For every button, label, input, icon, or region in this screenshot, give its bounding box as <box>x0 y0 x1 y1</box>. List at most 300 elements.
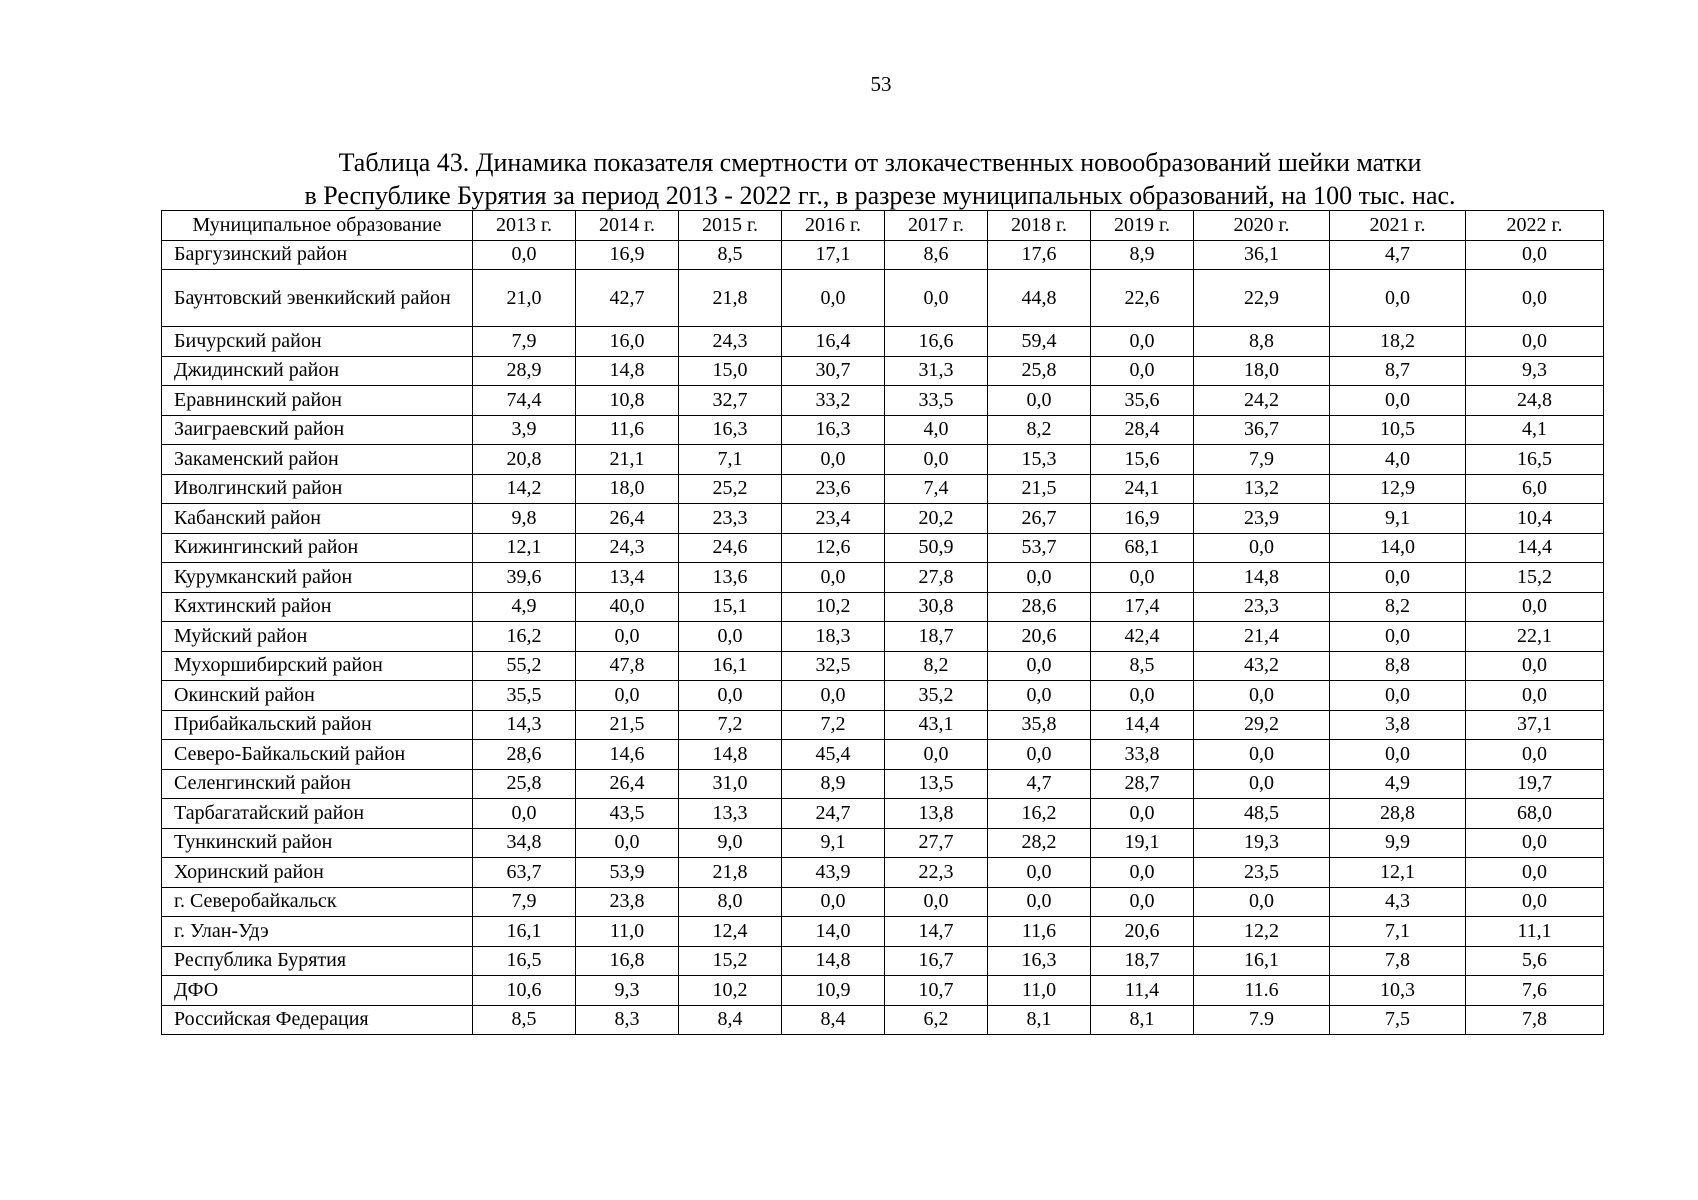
rate-value-cell: 21,8 <box>679 858 782 888</box>
rate-value-cell: 21,8 <box>679 270 782 327</box>
rate-value-cell: 20,2 <box>885 504 988 534</box>
rate-value-cell: 68,0 <box>1466 799 1604 829</box>
rate-value-cell: 19,3 <box>1194 828 1330 858</box>
rate-value-cell: 7,8 <box>1466 1005 1604 1035</box>
rate-value-cell: 39,6 <box>473 563 576 593</box>
rate-value-cell: 7,2 <box>782 710 885 740</box>
rate-value-cell: 59,4 <box>988 327 1091 357</box>
rate-value-cell: 0,0 <box>1466 240 1604 270</box>
rate-value-cell: 35,8 <box>988 710 1091 740</box>
rate-value-cell: 16,3 <box>782 415 885 445</box>
municipality-name-cell: Курумканский район <box>162 563 473 593</box>
rate-value-cell: 12,1 <box>473 533 576 563</box>
rate-value-cell: 29,2 <box>1194 710 1330 740</box>
rate-value-cell: 10,2 <box>782 592 885 622</box>
rate-value-cell: 0,0 <box>1194 887 1330 917</box>
municipality-name-cell: Кабанский район <box>162 504 473 534</box>
rate-value-cell: 11,1 <box>1466 917 1604 947</box>
municipality-name-cell: г. Улан-Удэ <box>162 917 473 947</box>
table-header-row <box>162 211 1604 241</box>
rate-value-cell: 13,8 <box>885 799 988 829</box>
rate-value-cell: 8,0 <box>679 887 782 917</box>
rate-value-cell: 63,7 <box>473 858 576 888</box>
rate-value-cell: 22,3 <box>885 858 988 888</box>
rate-value-cell: 11,0 <box>988 976 1091 1006</box>
rate-value-cell: 0,0 <box>885 740 988 770</box>
rate-value-cell: 23,6 <box>782 474 885 504</box>
rate-value-cell: 0,0 <box>1091 563 1194 593</box>
rate-value-cell: 0,0 <box>988 651 1091 681</box>
rate-value-cell: 8,8 <box>1194 327 1330 357</box>
rate-value-cell: 22,6 <box>1091 270 1194 327</box>
rate-value-cell: 19,1 <box>1091 828 1194 858</box>
column-header-year: 2016 г. <box>782 211 885 241</box>
rate-value-cell: 10,3 <box>1330 976 1466 1006</box>
rate-value-cell: 27,7 <box>885 828 988 858</box>
rate-value-cell: 11,6 <box>988 917 1091 947</box>
rate-value-cell: 4,0 <box>885 415 988 445</box>
table-row <box>162 769 1604 799</box>
rate-value-cell: 16,7 <box>885 946 988 976</box>
municipality-name-cell: Закаменский район <box>162 445 473 475</box>
rate-value-cell: 16,5 <box>1466 445 1604 475</box>
rate-value-cell: 16,4 <box>782 327 885 357</box>
rate-value-cell: 11,0 <box>576 917 679 947</box>
municipality-name-cell: Селенгинский район <box>162 769 473 799</box>
rate-value-cell: 11.6 <box>1194 976 1330 1006</box>
rate-value-cell: 3,9 <box>473 415 576 445</box>
municipality-name-cell: Иволгинский район <box>162 474 473 504</box>
column-header-year: 2014 г. <box>576 211 679 241</box>
rate-value-cell: 16,2 <box>988 799 1091 829</box>
rate-value-cell: 0,0 <box>1466 327 1604 357</box>
rate-value-cell: 8,5 <box>679 240 782 270</box>
rate-value-cell: 0,0 <box>1330 386 1466 416</box>
rate-value-cell: 6,0 <box>1466 474 1604 504</box>
rate-value-cell: 4,7 <box>1330 240 1466 270</box>
rate-value-cell: 8,2 <box>885 651 988 681</box>
rate-value-cell: 25,8 <box>988 356 1091 386</box>
rate-value-cell: 8,9 <box>782 769 885 799</box>
rate-value-cell: 10,4 <box>1466 504 1604 534</box>
rate-value-cell: 0,0 <box>988 386 1091 416</box>
rate-value-cell: 0,0 <box>988 681 1091 711</box>
municipality-name-cell: Баунтовский эвенкийский район <box>162 270 473 327</box>
rate-value-cell: 13,6 <box>679 563 782 593</box>
rate-value-cell: 24,6 <box>679 533 782 563</box>
rate-value-cell: 0,0 <box>1466 887 1604 917</box>
rate-value-cell: 0,0 <box>1330 681 1466 711</box>
rate-value-cell: 12,2 <box>1194 917 1330 947</box>
table-row <box>162 858 1604 888</box>
rate-value-cell: 24,8 <box>1466 386 1604 416</box>
rate-value-cell: 8,4 <box>679 1005 782 1035</box>
rate-value-cell: 26,7 <box>988 504 1091 534</box>
rate-value-cell: 4,9 <box>1330 769 1466 799</box>
rate-value-cell: 28,9 <box>473 356 576 386</box>
rate-value-cell: 0,0 <box>1466 592 1604 622</box>
rate-value-cell: 0,0 <box>1194 533 1330 563</box>
rate-value-cell: 0,0 <box>1194 769 1330 799</box>
rate-value-cell: 12,9 <box>1330 474 1466 504</box>
rate-value-cell: 25,2 <box>679 474 782 504</box>
rate-value-cell: 20,8 <box>473 445 576 475</box>
table-row <box>162 710 1604 740</box>
rate-value-cell: 14,4 <box>1091 710 1194 740</box>
table-row <box>162 386 1604 416</box>
rate-value-cell: 47,8 <box>576 651 679 681</box>
rate-value-cell: 0,0 <box>576 622 679 652</box>
table-row <box>162 327 1604 357</box>
municipality-name-cell: Мухоршибирский район <box>162 651 473 681</box>
rate-value-cell: 20,6 <box>1091 917 1194 947</box>
municipality-name-cell: Прибайкальский район <box>162 710 473 740</box>
rate-value-cell: 24,2 <box>1194 386 1330 416</box>
rate-value-cell: 26,4 <box>576 504 679 534</box>
rate-value-cell: 23,8 <box>576 887 679 917</box>
rate-value-cell: 31,0 <box>679 769 782 799</box>
rate-value-cell: 0,0 <box>1466 858 1604 888</box>
municipality-name-cell: Российская Федерация <box>162 1005 473 1035</box>
rate-value-cell: 0,0 <box>1330 270 1466 327</box>
column-header-year: 2015 г. <box>679 211 782 241</box>
rate-value-cell: 21,0 <box>473 270 576 327</box>
rate-value-cell: 0,0 <box>1330 740 1466 770</box>
table-row <box>162 270 1604 327</box>
rate-value-cell: 31,3 <box>885 356 988 386</box>
rate-value-cell: 12,4 <box>679 917 782 947</box>
rate-value-cell: 45,4 <box>782 740 885 770</box>
rate-value-cell: 8,9 <box>1091 240 1194 270</box>
rate-value-cell: 0,0 <box>1091 681 1194 711</box>
rate-value-cell: 18,2 <box>1330 327 1466 357</box>
municipality-name-cell: Джидинский район <box>162 356 473 386</box>
rate-value-cell: 42,4 <box>1091 622 1194 652</box>
rate-value-cell: 17,6 <box>988 240 1091 270</box>
table-row <box>162 533 1604 563</box>
rate-value-cell: 0,0 <box>1091 327 1194 357</box>
rate-value-cell: 32,7 <box>679 386 782 416</box>
rate-value-cell: 15,2 <box>1466 563 1604 593</box>
table-row <box>162 356 1604 386</box>
rate-value-cell: 8,1 <box>988 1005 1091 1035</box>
rate-value-cell: 0,0 <box>1091 799 1194 829</box>
rate-value-cell: 16,3 <box>679 415 782 445</box>
rate-value-cell: 0,0 <box>988 858 1091 888</box>
column-header-year: 2020 г. <box>1194 211 1330 241</box>
table-row <box>162 799 1604 829</box>
rate-value-cell: 0,0 <box>679 622 782 652</box>
rate-value-cell: 19,7 <box>1466 769 1604 799</box>
rate-value-cell: 7,1 <box>679 445 782 475</box>
rate-value-cell: 4,9 <box>473 592 576 622</box>
municipality-name-cell: Муйский район <box>162 622 473 652</box>
rate-value-cell: 4,7 <box>988 769 1091 799</box>
rate-value-cell: 16,5 <box>473 946 576 976</box>
rate-value-cell: 35,5 <box>473 681 576 711</box>
rate-value-cell: 5,6 <box>1466 946 1604 976</box>
table-row <box>162 740 1604 770</box>
rate-value-cell: 15,6 <box>1091 445 1194 475</box>
rate-value-cell: 0,0 <box>782 681 885 711</box>
column-header-year: 2018 г. <box>988 211 1091 241</box>
rate-value-cell: 42,7 <box>576 270 679 327</box>
rate-value-cell: 15,1 <box>679 592 782 622</box>
rate-value-cell: 0,0 <box>1091 858 1194 888</box>
rate-value-cell: 24,3 <box>576 533 679 563</box>
rate-value-cell: 28,6 <box>473 740 576 770</box>
rate-value-cell: 0,0 <box>576 828 679 858</box>
rate-value-cell: 0,0 <box>679 681 782 711</box>
rate-value-cell: 0,0 <box>782 887 885 917</box>
municipality-name-cell: Бичурский район <box>162 327 473 357</box>
rate-value-cell: 0,0 <box>1466 828 1604 858</box>
rate-value-cell: 28,4 <box>1091 415 1194 445</box>
rate-value-cell: 16,0 <box>576 327 679 357</box>
table-row <box>162 1005 1604 1035</box>
rate-value-cell: 23,9 <box>1194 504 1330 534</box>
rate-value-cell: 40,0 <box>576 592 679 622</box>
rate-value-cell: 10,2 <box>679 976 782 1006</box>
table-row <box>162 946 1604 976</box>
rate-value-cell: 9,0 <box>679 828 782 858</box>
rate-value-cell: 9,8 <box>473 504 576 534</box>
rate-value-cell: 13,2 <box>1194 474 1330 504</box>
rate-value-cell: 7,8 <box>1330 946 1466 976</box>
rate-value-cell: 14,4 <box>1466 533 1604 563</box>
table-row <box>162 563 1604 593</box>
rate-value-cell: 21,4 <box>1194 622 1330 652</box>
rate-value-cell: 0,0 <box>885 270 988 327</box>
rate-value-cell: 12,1 <box>1330 858 1466 888</box>
rate-value-cell: 14,8 <box>1194 563 1330 593</box>
rate-value-cell: 14,0 <box>782 917 885 947</box>
rate-value-cell: 44,8 <box>988 270 1091 327</box>
rate-value-cell: 16,2 <box>473 622 576 652</box>
rate-value-cell: 8,2 <box>988 415 1091 445</box>
rate-value-cell: 14,2 <box>473 474 576 504</box>
rate-value-cell: 15,3 <box>988 445 1091 475</box>
rate-value-cell: 7,9 <box>473 887 576 917</box>
table-row <box>162 651 1604 681</box>
rate-value-cell: 13,5 <box>885 769 988 799</box>
table-row <box>162 504 1604 534</box>
rate-value-cell: 23,3 <box>679 504 782 534</box>
rate-value-cell: 28,2 <box>988 828 1091 858</box>
rate-value-cell: 8,1 <box>1091 1005 1194 1035</box>
rate-value-cell: 0,0 <box>1466 270 1604 327</box>
rate-value-cell: 16,6 <box>885 327 988 357</box>
rate-value-cell: 27,8 <box>885 563 988 593</box>
rate-value-cell: 21,5 <box>576 710 679 740</box>
table-caption <box>160 146 1600 212</box>
rate-value-cell: 33,2 <box>782 386 885 416</box>
rate-value-cell: 43,1 <box>885 710 988 740</box>
rate-value-cell: 10,7 <box>885 976 988 1006</box>
rate-value-cell: 10,9 <box>782 976 885 1006</box>
rate-value-cell: 9,9 <box>1330 828 1466 858</box>
rate-value-cell: 8,6 <box>885 240 988 270</box>
table-body <box>162 240 1604 1035</box>
rate-value-cell: 16,8 <box>576 946 679 976</box>
rate-value-cell: 0,0 <box>1091 887 1194 917</box>
rate-value-cell: 50,9 <box>885 533 988 563</box>
rate-value-cell: 30,8 <box>885 592 988 622</box>
rate-value-cell: 28,8 <box>1330 799 1466 829</box>
rate-value-cell: 36,1 <box>1194 240 1330 270</box>
municipality-name-cell: Тункинский район <box>162 828 473 858</box>
rate-value-cell: 4,0 <box>1330 445 1466 475</box>
municipality-name-cell: Тарбагатайский район <box>162 799 473 829</box>
rate-value-cell: 23,5 <box>1194 858 1330 888</box>
rate-value-cell: 28,7 <box>1091 769 1194 799</box>
rate-value-cell: 37,1 <box>1466 710 1604 740</box>
rate-value-cell: 21,5 <box>988 474 1091 504</box>
municipality-name-cell: Северо-Байкальский район <box>162 740 473 770</box>
rate-value-cell: 16,1 <box>1194 946 1330 976</box>
rate-value-cell: 10,6 <box>473 976 576 1006</box>
rate-value-cell: 8,2 <box>1330 592 1466 622</box>
mortality-table <box>161 210 1604 1035</box>
rate-value-cell: 10,8 <box>576 386 679 416</box>
rate-value-cell: 15,0 <box>679 356 782 386</box>
rate-value-cell: 34,8 <box>473 828 576 858</box>
rate-value-cell: 33,8 <box>1091 740 1194 770</box>
municipality-name-cell: Хоринский район <box>162 858 473 888</box>
rate-value-cell: 0,0 <box>988 740 1091 770</box>
rate-value-cell: 14,8 <box>782 946 885 976</box>
column-header-year: 2022 г. <box>1466 211 1604 241</box>
municipality-name-cell: ДФО <box>162 976 473 1006</box>
rate-value-cell: 14,8 <box>679 740 782 770</box>
rate-value-cell: 8,8 <box>1330 651 1466 681</box>
rate-value-cell: 17,4 <box>1091 592 1194 622</box>
rate-value-cell: 43,5 <box>576 799 679 829</box>
rate-value-cell: 35,2 <box>885 681 988 711</box>
rate-value-cell: 43,9 <box>782 858 885 888</box>
rate-value-cell: 0,0 <box>782 445 885 475</box>
rate-value-cell: 7,9 <box>473 327 576 357</box>
municipality-name-cell: Кижингинский район <box>162 533 473 563</box>
rate-value-cell: 0,0 <box>988 563 1091 593</box>
rate-value-cell: 23,4 <box>782 504 885 534</box>
rate-value-cell: 11,6 <box>576 415 679 445</box>
rate-value-cell: 14,6 <box>576 740 679 770</box>
rate-value-cell: 48,5 <box>1194 799 1330 829</box>
table-row <box>162 976 1604 1006</box>
caption-line-2: в Республике Бурятия за период 2013 - 2022 гг., в разрезе муниципальных образований, на 100 тыс. нас. <box>304 181 1456 210</box>
rate-value-cell: 16,3 <box>988 946 1091 976</box>
rate-value-cell: 30,7 <box>782 356 885 386</box>
column-header-year: 2021 г. <box>1330 211 1466 241</box>
rate-value-cell: 0,0 <box>1194 681 1330 711</box>
rate-value-cell: 0,0 <box>885 887 988 917</box>
rate-value-cell: 7,5 <box>1330 1005 1466 1035</box>
rate-value-cell: 16,9 <box>576 240 679 270</box>
rate-value-cell: 22,1 <box>1466 622 1604 652</box>
municipality-name-cell: Еравнинский район <box>162 386 473 416</box>
column-header-municipality: Муниципальное образование <box>162 211 473 241</box>
municipality-name-cell: г. Северобайкальск <box>162 887 473 917</box>
rate-value-cell: 43,2 <box>1194 651 1330 681</box>
table-row <box>162 240 1604 270</box>
rate-value-cell: 16,1 <box>473 917 576 947</box>
rate-value-cell: 7,6 <box>1466 976 1604 1006</box>
table-row <box>162 887 1604 917</box>
table-row <box>162 681 1604 711</box>
table-row <box>162 917 1604 947</box>
rate-value-cell: 53,7 <box>988 533 1091 563</box>
rate-value-cell: 0,0 <box>988 887 1091 917</box>
rate-value-cell: 0,0 <box>782 270 885 327</box>
rate-value-cell: 7,4 <box>885 474 988 504</box>
rate-value-cell: 74,4 <box>473 386 576 416</box>
table-row <box>162 445 1604 475</box>
rate-value-cell: 0,0 <box>576 681 679 711</box>
rate-value-cell: 12,6 <box>782 533 885 563</box>
rate-value-cell: 14,7 <box>885 917 988 947</box>
rate-value-cell: 8,7 <box>1330 356 1466 386</box>
rate-value-cell: 0,0 <box>1466 681 1604 711</box>
rate-value-cell: 18,7 <box>1091 946 1194 976</box>
table-row <box>162 592 1604 622</box>
table-row <box>162 828 1604 858</box>
rate-value-cell: 11,4 <box>1091 976 1194 1006</box>
rate-value-cell: 18,0 <box>1194 356 1330 386</box>
rate-value-cell: 25,8 <box>473 769 576 799</box>
rate-value-cell: 17,1 <box>782 240 885 270</box>
rate-value-cell: 0,0 <box>473 799 576 829</box>
rate-value-cell: 3,8 <box>1330 710 1466 740</box>
rate-value-cell: 7,9 <box>1194 445 1330 475</box>
rate-value-cell: 20,6 <box>988 622 1091 652</box>
rate-value-cell: 0,0 <box>1466 740 1604 770</box>
rate-value-cell: 32,5 <box>782 651 885 681</box>
rate-value-cell: 14,8 <box>576 356 679 386</box>
column-header-year: 2017 г. <box>885 211 988 241</box>
rate-value-cell: 6,2 <box>885 1005 988 1035</box>
rate-value-cell: 9,1 <box>782 828 885 858</box>
rate-value-cell: 13,4 <box>576 563 679 593</box>
rate-value-cell: 4,3 <box>1330 887 1466 917</box>
rate-value-cell: 22,9 <box>1194 270 1330 327</box>
municipality-name-cell: Республика Бурятия <box>162 946 473 976</box>
rate-value-cell: 24,3 <box>679 327 782 357</box>
rate-value-cell: 7.9 <box>1194 1005 1330 1035</box>
rate-value-cell: 7,1 <box>1330 917 1466 947</box>
table-row <box>162 622 1604 652</box>
rate-value-cell: 8,3 <box>576 1005 679 1035</box>
rate-value-cell: 7,2 <box>679 710 782 740</box>
rate-value-cell: 68,1 <box>1091 533 1194 563</box>
rate-value-cell: 18,7 <box>885 622 988 652</box>
rate-value-cell: 24,7 <box>782 799 885 829</box>
rate-value-cell: 0,0 <box>885 445 988 475</box>
rate-value-cell: 35,6 <box>1091 386 1194 416</box>
caption-line-1: Таблица 43. Динамика показателя смертности от злокачественных новообразований шейки матки <box>338 148 1422 177</box>
rate-value-cell: 18,3 <box>782 622 885 652</box>
table-row <box>162 474 1604 504</box>
rate-value-cell: 0,0 <box>782 563 885 593</box>
rate-value-cell: 26,4 <box>576 769 679 799</box>
rate-value-cell: 14,0 <box>1330 533 1466 563</box>
rate-value-cell: 0,0 <box>473 240 576 270</box>
rate-value-cell: 15,2 <box>679 946 782 976</box>
rate-value-cell: 9,3 <box>1466 356 1604 386</box>
rate-value-cell: 23,3 <box>1194 592 1330 622</box>
column-header-year: 2013 г. <box>473 211 576 241</box>
rate-value-cell: 28,6 <box>988 592 1091 622</box>
